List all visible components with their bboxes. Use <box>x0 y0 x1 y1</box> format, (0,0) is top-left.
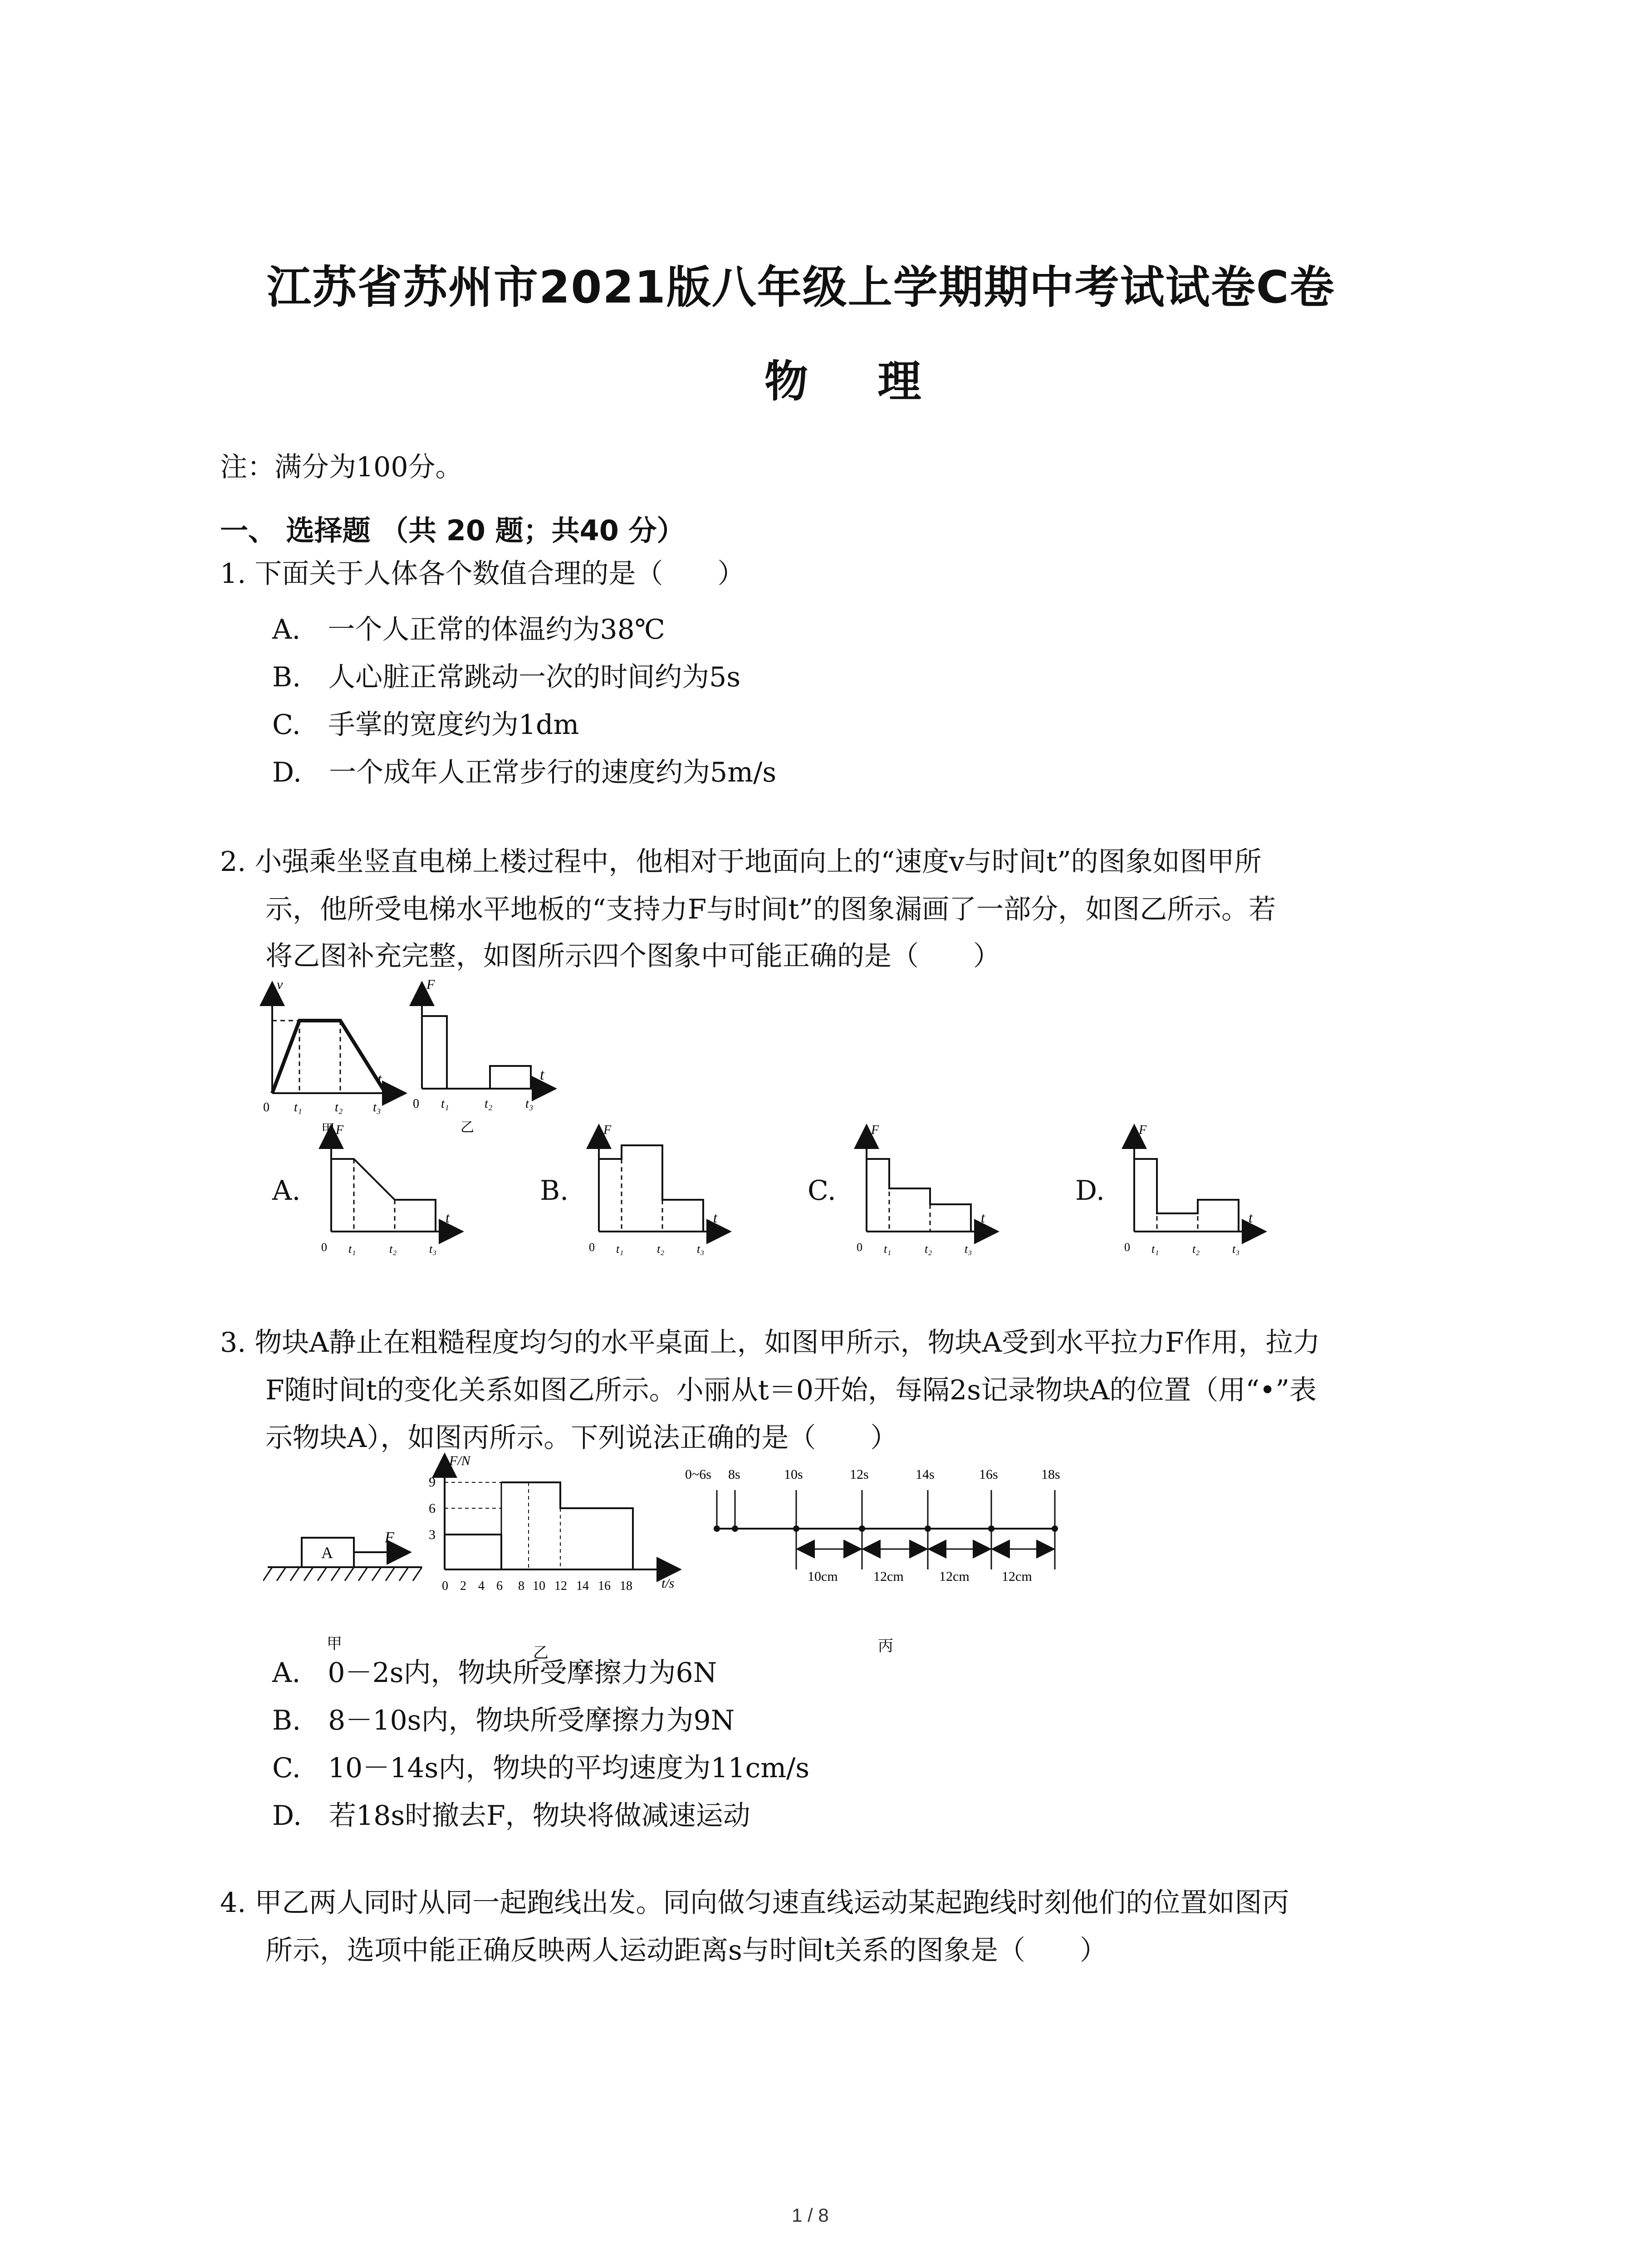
q2-yi-t3: t₃ <box>525 1097 534 1111</box>
q3-force-time-graph <box>429 1453 678 1662</box>
q3-yi-xtick-0: 0 <box>442 1579 448 1593</box>
q3-figure-jia <box>263 1510 426 1660</box>
q1-option-c: C. 手掌的宽度约为1dm <box>272 709 579 741</box>
choice-a-t: t <box>446 1209 450 1226</box>
q3-yi-ytick-6: 6 <box>429 1501 436 1516</box>
q3-yi-xtick-14: 14 <box>576 1579 589 1593</box>
q3-jia-caption: 甲 <box>327 1636 342 1652</box>
q1-stem: 1. 下面关于人体各个数值合理的是（ ） <box>220 558 745 590</box>
q2-jia-caption: 甲 <box>321 1122 335 1137</box>
q2-graph-jia <box>263 977 404 1137</box>
q3-bing-gap-1: 10cm <box>808 1569 838 1584</box>
record-dot <box>793 1525 799 1532</box>
record-dot <box>714 1525 720 1532</box>
score-note: 注：满分为100分。 <box>220 451 463 483</box>
q3-yi-caption: 乙 <box>533 1645 549 1662</box>
q3-yi-xtick-10: 10 <box>533 1579 545 1593</box>
q3-bing-time-10: 10s <box>784 1467 803 1482</box>
q2-line-1: 2. 小强乘坐竖直电梯上楼过程中，他相对于地面向上的“速度v与时间t”的图象如图甲所 <box>220 846 1262 878</box>
q3-bing-gap-2: 12cm <box>873 1569 904 1584</box>
q2-choice-c-graph <box>848 1120 1003 1256</box>
q2-jia-origin: 0 <box>263 1100 269 1114</box>
q2-yi-origin: 0 <box>413 1097 419 1111</box>
q3-option-d: D. 若18s时撤去F，物块将做减速运动 <box>272 1800 750 1832</box>
record-dot <box>1052 1525 1058 1532</box>
choice-a-f: F <box>336 1123 344 1137</box>
q2-figure-jia-yi <box>254 975 572 1139</box>
choice-c-t2: t₂ <box>925 1242 932 1256</box>
q4-line-1: 4. 甲乙两人同时从同一起跑线出发。同向做匀速直线运动某起跑线时刻他们的位置如图丙 <box>220 1887 1289 1919</box>
q4-line-2: 所示，选项中能正确反映两人运动距离s与时间t关系的图象是（ ） <box>265 1935 1107 1966</box>
q2-yi-caption: 乙 <box>460 1120 474 1135</box>
exam-title: 江苏省苏州市2021版八年级上学期期中考试试卷C卷 <box>267 262 1335 313</box>
q1-option-b: B. 人心脏正常跳动一次的时间约为5s <box>272 661 741 693</box>
q3-bing-time-0: 0~6s <box>685 1467 711 1482</box>
page-number: 1 / 8 <box>792 2204 829 2226</box>
q3-yi-xlabel: t/s <box>661 1576 675 1591</box>
q3-yi-xtick-16: 16 <box>598 1579 611 1593</box>
choice-a-t2: t₂ <box>389 1242 397 1256</box>
choice-c-origin: 0 <box>857 1241 862 1254</box>
q3-option-c: C. 10－14s内，物块的平均速度为11cm/s <box>272 1752 810 1784</box>
q3-option-b: B. 8－10s内，物块所受摩擦力为9N <box>272 1705 735 1736</box>
q3-bing-gap-3: 12cm <box>939 1569 970 1584</box>
choice-d-origin: 0 <box>1124 1241 1130 1254</box>
q2-jia-t3: t₃ <box>373 1100 381 1114</box>
q3-yi-xtick-4: 4 <box>478 1579 485 1593</box>
q3-line-1: 3. 物块A静止在粗糙程度均匀的水平桌面上，如图甲所示，物块A受到水平拉力F作用，拉力 <box>220 1327 1320 1359</box>
record-dot <box>988 1525 994 1532</box>
subject-title: 物 理 <box>764 356 949 407</box>
record-dot <box>925 1525 931 1532</box>
choice-b-t1: t₁ <box>616 1242 624 1256</box>
block-a-label: A <box>321 1544 333 1562</box>
q3-bing-time-16: 16s <box>979 1467 998 1482</box>
choice-b-t3: t₃ <box>697 1242 705 1256</box>
q3-bing-gap-4: 12cm <box>1002 1569 1032 1584</box>
force-f-label: F <box>385 1529 394 1546</box>
q3-yi-ytick-3: 3 <box>429 1527 436 1542</box>
q2-jia-t2: t₂ <box>335 1100 343 1114</box>
q3-bing-time-12: 12s <box>850 1467 869 1482</box>
q2-jia-t1: t₁ <box>294 1100 302 1114</box>
q3-bing-caption: 丙 <box>878 1638 893 1655</box>
q1-option-a: A. 一个人正常的体温约为38℃ <box>272 614 665 645</box>
q2-choice-b-graph <box>581 1120 735 1256</box>
q2-choice-d-graph <box>1116 1120 1270 1256</box>
choice-d-t1: t₁ <box>1151 1242 1159 1256</box>
q2-choice-a-label: A. <box>272 1175 301 1207</box>
q2-jia-v-label: v <box>277 977 283 992</box>
choice-c-t1: t₁ <box>884 1242 892 1256</box>
q3-yi-ylabel: F/N <box>449 1453 470 1468</box>
choice-d-t: t <box>1249 1209 1253 1226</box>
q2-graph-yi <box>413 977 554 1135</box>
q3-yi-ytick-9: 9 <box>429 1475 436 1490</box>
choice-d-f: F <box>1139 1123 1147 1137</box>
q3-bing-time-18: 18s <box>1041 1467 1060 1482</box>
q3-line-3: 示物块A），如图丙所示。下列说法正确的是（ ） <box>265 1422 898 1454</box>
choice-a-t3: t₃ <box>429 1242 437 1256</box>
q3-figure-yi <box>417 1447 690 1665</box>
q2-choice-c-label: C. <box>808 1175 836 1207</box>
q3-yi-xtick-6: 6 <box>496 1579 503 1593</box>
q2-yi-t2: t₂ <box>485 1097 493 1111</box>
choice-c-t3: t₃ <box>965 1242 972 1256</box>
record-dot <box>859 1525 865 1532</box>
q2-yi-f-label: F <box>426 977 435 992</box>
q3-bing-time-8: 8s <box>728 1467 740 1482</box>
q3-yi-xtick-18: 18 <box>620 1579 632 1593</box>
q3-yi-xtick-2: 2 <box>460 1579 466 1593</box>
q1-option-d: D. 一个成年人正常步行的速度约为5m/s <box>272 757 777 788</box>
q3-option-a: A. 0－2s内，物块所受摩擦力为6N <box>272 1657 717 1689</box>
q2-choice-a-graph <box>313 1120 467 1256</box>
q3-yi-xtick-12: 12 <box>554 1579 567 1593</box>
choice-b-f: F <box>603 1123 612 1137</box>
choice-c-t: t <box>981 1209 985 1226</box>
q2-choice-d-label: D. <box>1075 1175 1105 1207</box>
choice-b-t2: t₂ <box>657 1242 665 1256</box>
q2-yi-t-label: t <box>540 1066 544 1083</box>
section-heading: 一、 选择题 （共 20 题；共40 分） <box>220 514 685 547</box>
q3-line-2: F随时间t的变化关系如图乙所示。小丽从t＝0开始，每隔2s记录物块A的位置（用“•”表 <box>265 1374 1317 1406</box>
record-dot <box>732 1525 738 1532</box>
choice-b-origin: 0 <box>589 1241 595 1254</box>
choice-a-t1: t₁ <box>348 1242 356 1256</box>
q3-yi-xtick-8: 8 <box>518 1579 524 1593</box>
choice-c-f: F <box>871 1123 879 1137</box>
choice-d-t3: t₃ <box>1232 1242 1240 1256</box>
q2-jia-t-label: t <box>377 1071 382 1088</box>
choice-b-t: t <box>713 1209 717 1226</box>
q3-figure-bing <box>671 1456 1071 1660</box>
q3-bing-time-14: 14s <box>916 1467 935 1482</box>
choice-a-origin: 0 <box>321 1241 327 1254</box>
choice-d-t2: t₂ <box>1192 1242 1200 1256</box>
q2-line-3: 将乙图补充完整，如图所示四个图象中可能正确的是（ ） <box>265 940 1000 972</box>
q2-line-2: 示，他所受电梯水平地板的“支持力F与时间t”的图象漏画了一部分，如图乙所示。若 <box>265 894 1276 925</box>
q2-yi-t1: t₁ <box>441 1097 449 1111</box>
q2-choice-b-label: B. <box>540 1175 569 1207</box>
